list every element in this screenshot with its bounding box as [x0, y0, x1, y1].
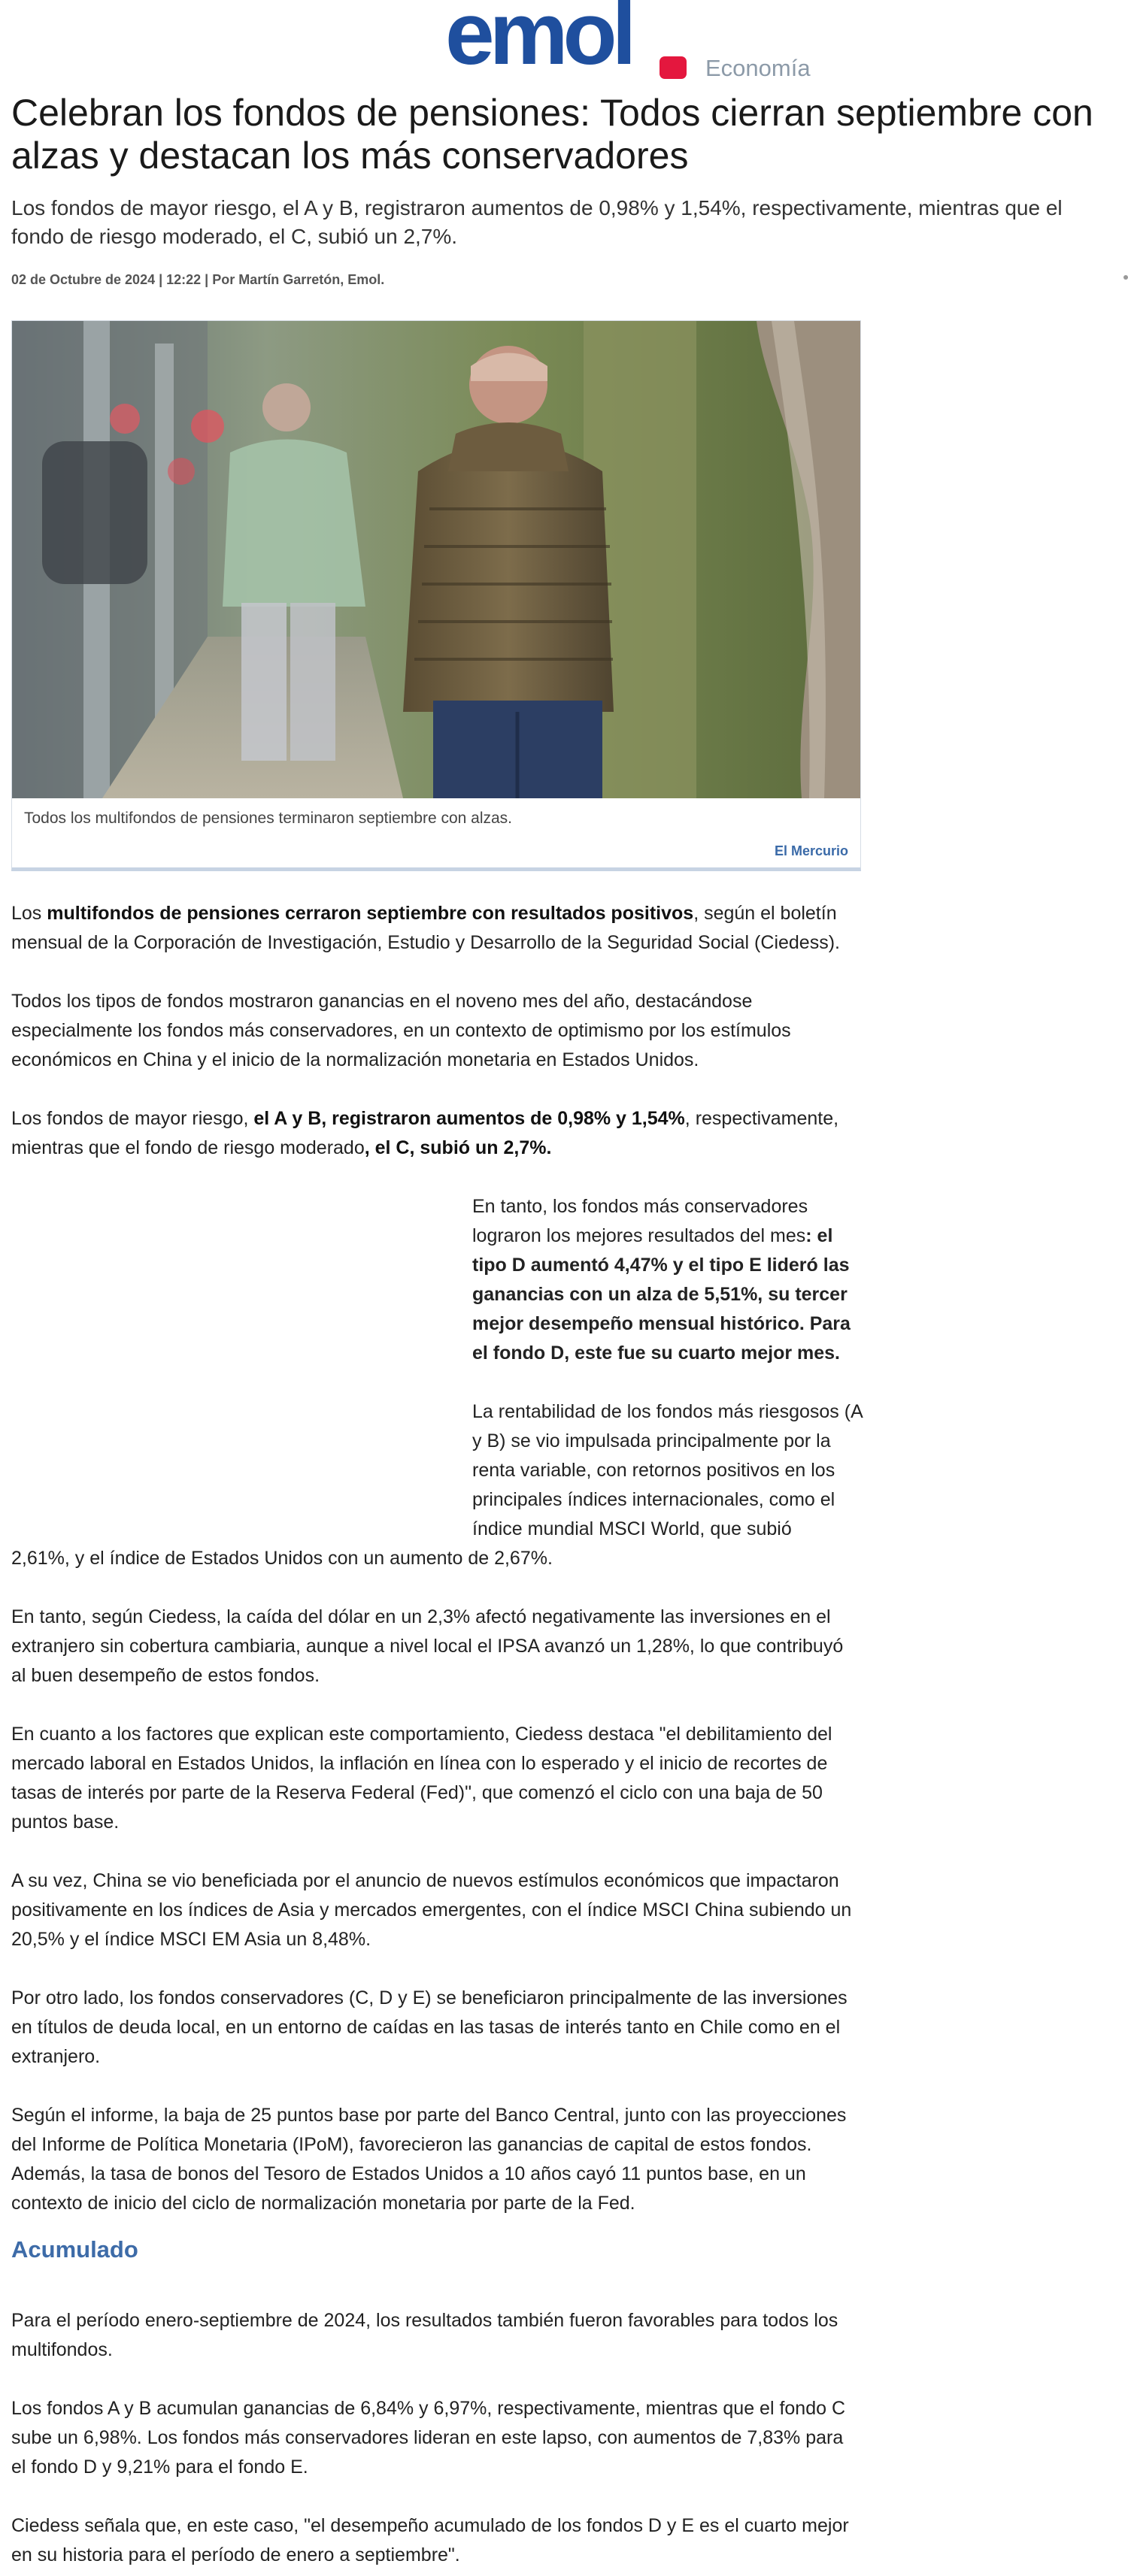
byline-dot [1123, 275, 1128, 280]
article-subtitle: Los fondos de mayor riesgo, el A y B, registraron aumentos de 0,98% y 1,54%, respectivamente, mientras que el fondo de riesgo moderado, el C, subió un 2,7%. [11, 196, 1063, 248]
paragraph-7: En cuanto a los factores que explican este comportamiento, Ciedess destaca "el debilitamiento del mercado laboral en Estados Unidos, la inflación en línea con lo esperado y el inicio de recortes de tasas de interés por parte de la Reserva Federal (Fed)", que comenzó el ciclo con una baja de 50 puntos base. [11, 1724, 832, 1833]
article-figure [11, 320, 861, 871]
paragraph-11: Para el período enero-septiembre de 2024, los resultados también fueron favorables para todos los multifondos. [11, 2310, 838, 2360]
p3-bold-1: el A y B, registraron aumentos de 0,98% y 1,54% [253, 1108, 685, 1129]
paragraph-10: Según el informe, la baja de 25 puntos base por parte del Banco Central, junto con las proyecciones del Informe de Política Monetaria (IPoM), favorecieron las ganancias de capital de estos fondos. Además, la tasa de bonos del Tesoro de Estados Unidos a 10 años cayó 11 puntos base, en un contexto de inicio del ciclo de normalización monetaria por parte de la Fed. [11, 2105, 847, 2214]
logo-wordmark: emol [445, 0, 632, 83]
p4-bold: : el tipo D aumentó 4,47% y el tipo E lideró las ganancias con un alza de 5,51%, su tercer mejor desempeño mensual histórico. Para el fondo D, este fue su cuarto mejor mes. [472, 1225, 851, 1364]
p1-start: Los [11, 903, 47, 924]
p4-start: En tanto, los fondos más conservadores lograron los mejores resultados del mes [472, 1196, 808, 1246]
section-heading-acumulado: Acumulado [11, 2236, 138, 2263]
site-header [0, 0, 1128, 83]
article-title: Celebran los fondos de pensiones: Todos cierran septiembre con alzas y destacan los más conservadores [11, 92, 1093, 177]
article-photo[interactable] [12, 321, 860, 798]
paragraph-5-continuation: 2,61%, y el índice de Estados Unidos con un aumento de 2,67%. [11, 1548, 553, 1569]
paragraph-3 [11, 1104, 861, 1163]
p1-end: , según el boletín mensual de la Corporación de Investigación, Estudio y Desarrollo de la Seguridad Social (Ciedess). [11, 903, 840, 953]
logo-red-dot [660, 56, 687, 79]
paragraph-6: En tanto, según Ciedess, la caída del dólar en un 2,3% afectó negativamente las inversiones en el extranjero sin cobertura cambiaria, aunque a nivel local el IPSA avanzó un 1,28%, lo que contribuyó al buen desempeño de estos fondos. [11, 1606, 844, 1686]
p3-start: Los fondos de mayor riesgo, [11, 1108, 254, 1129]
image-credit: El Mercurio [774, 843, 848, 858]
paragraph-13: Ciedess señala que, en este caso, "el desempeño acumulado de los fondos D y E es el cuarto mejor en su historia para el período de enero a septiembre". [11, 2515, 849, 2565]
image-caption: Todos los multifondos de pensiones terminaron septiembre con alzas. [24, 810, 513, 827]
p3-bold-2: , el C, subió un 2,7%. [364, 1137, 552, 1158]
p1-bold: multifondos de pensiones cerraron septiembre con resultados positivos [47, 903, 694, 924]
paragraph-1 [11, 899, 861, 958]
p3-mid: , respectivamente, mientras que el fondo de riesgo moderado [11, 1108, 839, 1158]
section-name[interactable]: Economía [705, 55, 811, 81]
article-byline: 02 de Octubre de 2024 | 12:22 | Por Martín Garretón, Emol. [11, 272, 385, 287]
right-column-paragraph-4 [472, 1192, 863, 1368]
paragraph-8: A su vez, China se vio beneficiada por el anuncio de nuevos estímulos económicos que impactaron positivamente en los índices de Asia y mercados emergentes, con el índice MSCI China subiendo un 20,5% y el índice MSCI EM Asia un 8,48%. [11, 1870, 852, 1950]
photo-illustration [12, 321, 860, 798]
right-column-paragraph-5: La rentabilidad de los fondos más riesgosos (A y B) se vio impulsada principalmente por la renta variable, con retornos positivos en los principales índices internacionales, como el índice mundial MSCI World, que subió [472, 1401, 863, 1539]
paragraph-2: Todos los tipos de fondos mostraron ganancias en el noveno mes del año, destacándose especialmente los fondos más conservadores, en un contexto de optimismo por los estímulos económicos en China y el inicio de la normalización monetaria en Estados Unidos. [11, 991, 791, 1070]
paragraph-9: Por otro lado, los fondos conservadores (C, D y E) se beneficiaron principalmente de las inversiones en títulos de deuda local, en un entorno de caídas en las tasas de interés tanto en Chile como en el extranjero. [11, 1987, 848, 2067]
paragraph-12: Los fondos A y B acumulan ganancias de 6,84% y 6,97%, respectivamente, mientras que el fondo C sube un 6,98%. Los fondos más conservadores lideran en este lapso, con aumentos de 7,83% para el fondo D y 9,21% para el fondo E. [11, 2398, 846, 2478]
emol-logo[interactable] [445, 0, 693, 83]
